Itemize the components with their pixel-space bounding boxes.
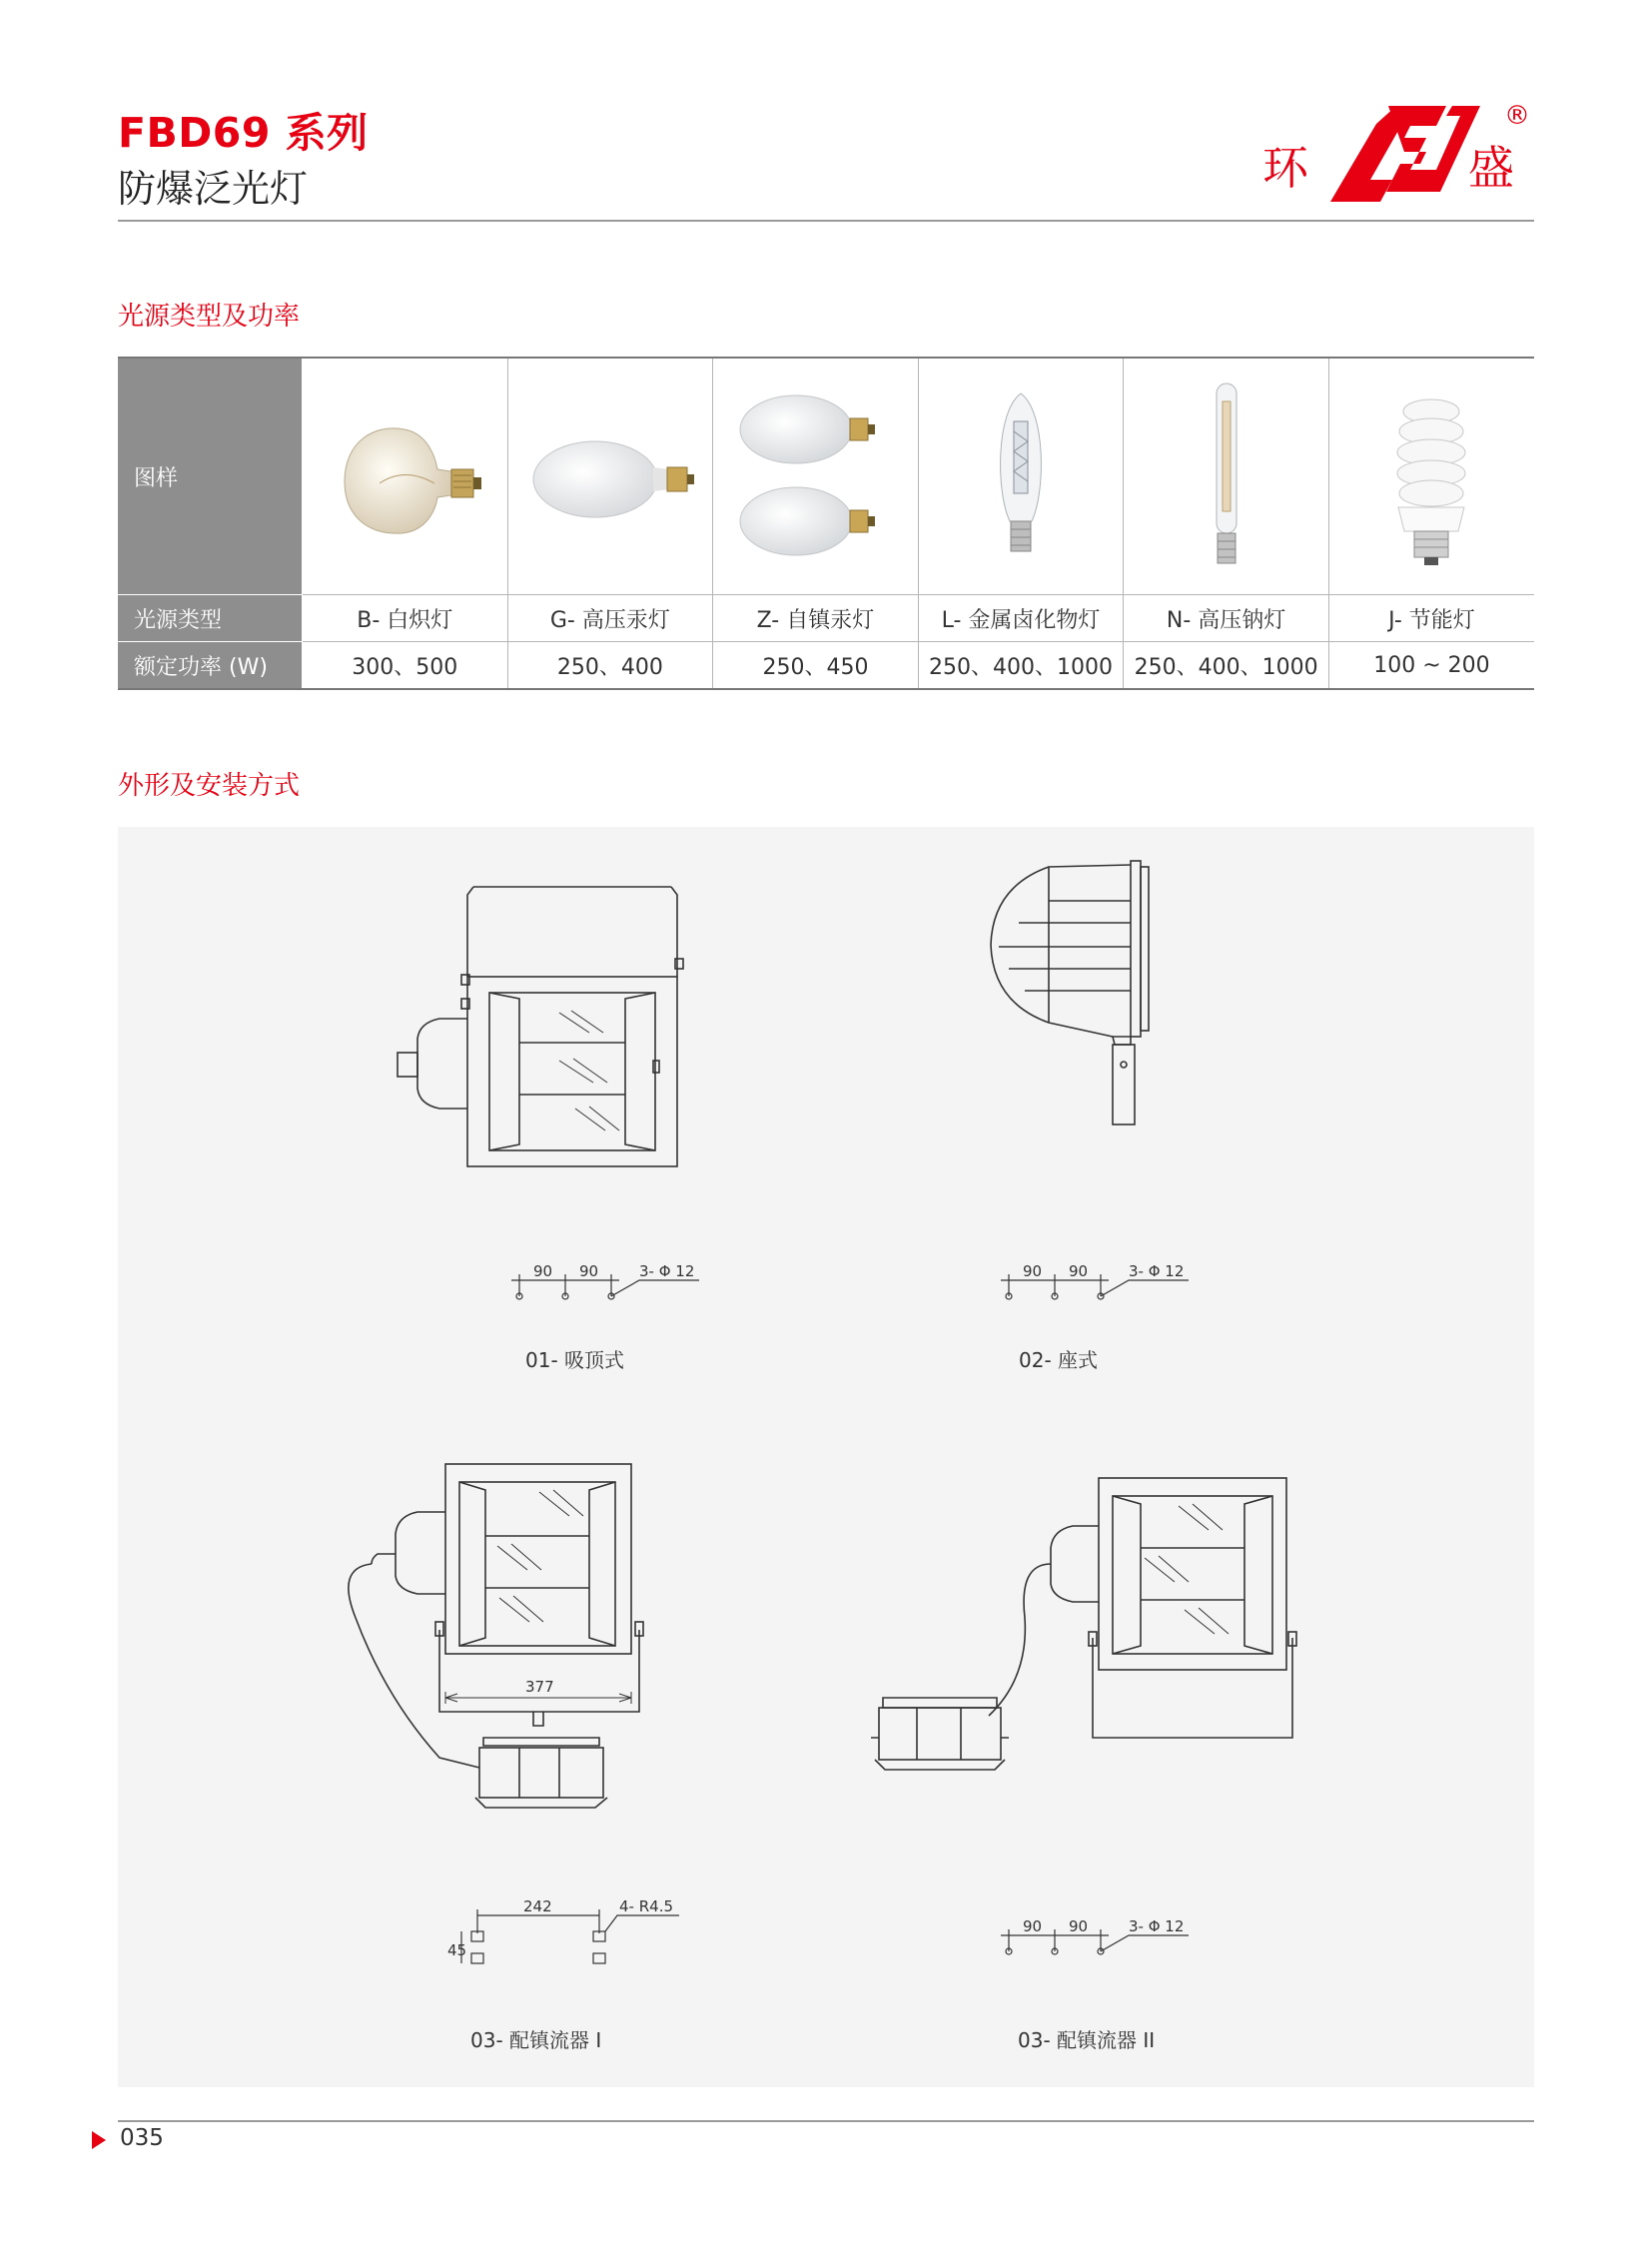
table-cell-power: 300、500: [303, 642, 508, 690]
footer-divider: [118, 2120, 1534, 2122]
drawing-ceiling-mount: [398, 887, 683, 1166]
table-cell-type: B- 白炽灯: [303, 595, 508, 642]
dim-label: 45: [447, 1941, 467, 1959]
table-cell-power: 100 ~ 200: [1328, 642, 1534, 690]
dim-label: 90: [1023, 1917, 1043, 1935]
section-title-light-source: 光源类型及功率: [118, 302, 301, 332]
row-label-image: 图样: [118, 358, 303, 595]
caption-ballast-2: 03- 配镇流器 II: [1018, 2028, 1156, 2052]
dim-label: 90: [533, 1262, 553, 1280]
logo-right-char: 盛: [1468, 141, 1514, 195]
table-cell-type: L- 金属卤化物灯: [918, 595, 1124, 642]
caption-ceiling-mount: 01- 吸顶式: [525, 1348, 625, 1372]
table-cell-type: J- 节能灯: [1328, 595, 1534, 642]
page-number: 035: [120, 2125, 164, 2151]
table-cell-power: 250、450: [713, 642, 919, 690]
dim-label: 3- Φ 12: [1129, 1262, 1185, 1280]
drawing-ballast-2: [871, 1478, 1296, 1770]
registered-mark: ®: [1504, 101, 1530, 131]
row-label-type: 光源类型: [118, 595, 303, 642]
drawing-ballast-1: [349, 1464, 643, 1808]
section-title-installation: 外形及安装方式: [118, 771, 301, 801]
dim-label: 242: [523, 1897, 552, 1915]
table-cell-type: N- 高压钠灯: [1124, 595, 1329, 642]
caption-ballast-1: 03- 配镇流器 I: [470, 2028, 602, 2052]
row-label-power: 额定功率 (W): [118, 642, 303, 690]
caption-floor-mount: 02- 座式: [1019, 1348, 1099, 1372]
table-cell-type: Z- 自镇汞灯: [713, 595, 919, 642]
dim-label: 377: [525, 1678, 554, 1696]
dim-label: 4- R4.5: [619, 1897, 674, 1915]
dim-label: 3- Φ 12: [639, 1262, 695, 1280]
logo-left-char: 环: [1262, 141, 1308, 195]
table-cell-power: 250、400、1000: [918, 642, 1124, 690]
table-cell-power: 250、400、1000: [1124, 642, 1329, 690]
table-cell-type: G- 高压汞灯: [507, 595, 713, 642]
triangle-marker-icon: [92, 2131, 106, 2149]
dim-label: 90: [1023, 1262, 1043, 1280]
table-cell-power: 250、400: [507, 642, 713, 690]
drawing-floor-mount: [991, 861, 1149, 1124]
series-title: FBD69 系列: [118, 109, 369, 157]
dim-label: 90: [1069, 1917, 1089, 1935]
dim-label: 90: [579, 1262, 599, 1280]
dim-label: 90: [1069, 1262, 1089, 1280]
product-name: 防爆泛光灯: [118, 167, 309, 211]
dim-sketch-3: [461, 1909, 679, 1963]
dim-label: 3- Φ 12: [1129, 1917, 1185, 1935]
